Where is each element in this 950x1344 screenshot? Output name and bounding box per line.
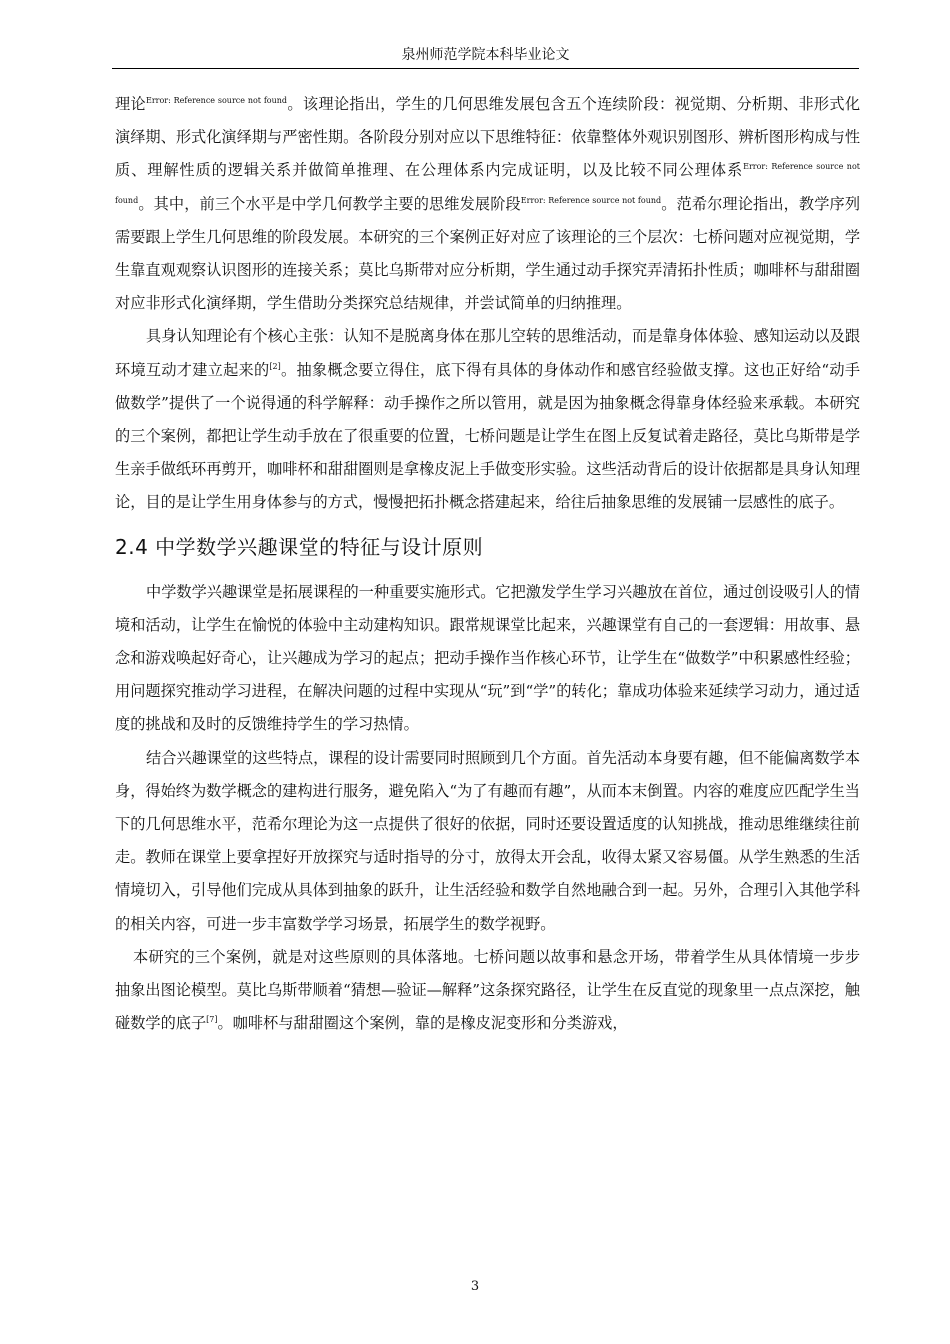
- section-heading: 2.4 中学数学兴趣课堂的特征与设计原则: [115, 534, 484, 559]
- text-run: 具身认知理论有个核心主张：认知不是脱离身体在那儿空转的思维活动，而是靠身体体验、感知运动以及跟环境互动才建立起来的: [115, 327, 860, 379]
- text-run: 本研究的三个案例，就是对这些原则的具体落地。七桥问题以故事和悬念开场，带着学生从具体情境一步步抽象出图论模型。莫比乌斯带顺着“猜想—验证—解释”这条探究路径，让学生在反直觉的现象里一点点深挖，触碰数学的底子: [115, 947, 860, 1033]
- paragraph-cases: [115, 941, 860, 1041]
- citation: [2]: [269, 361, 281, 371]
- page-number: 3: [470, 1279, 480, 1294]
- reference-error: Error: Reference source not found: [145, 96, 288, 105]
- reference-error: Error: Reference source not found: [115, 162, 860, 205]
- text-run: 。咖啡杯与甜甜圈这个案例，靠的是橡皮泥变形和分类游戏，: [217, 1014, 628, 1033]
- paragraph-embodied-cognition: [115, 320, 860, 519]
- paragraph-design-principles: 结合兴趣课堂的这些特点，课程的设计需要同时照顾到几个方面。首先活动本身要有趣，但不能偏离数学本身，得始终为数学概念的建构进行服务，避免陷入“为了有趣而有趣”，从而本末倒置。内容的难度应匹配学生当下的几何思维水平，范希尔理论为这一点提供了很好的依据，同时还要设置适度的认知挑战，推动思维继续往前走。教师在课堂上要拿捏好开放探究与适时指导的分寸，放得太开会乱，收得太紧又容易僵。从学生熟悉的生活情境切入，引导他们完成从具体到抽象的跃升，让生活经验和数学自然地融合到一起。另外，合理引入其他学科的相关内容，可进一步丰富数学学习场景，拓展学生的数学视野。: [115, 748, 860, 933]
- page-header: 泉州师范学院本科毕业论文: [112, 46, 859, 69]
- text-run: 。范希尔理论指出，教学序列需要跟上学生几何思维的阶段发展。本研究的三个案例正好对应了该理论的三个层次：七桥问题对应视觉期，学生靠直观观察认识图形的连接关系；莫比乌斯带对应分析期，学生通过动手探究弄清拓扑性质；咖啡杯与甜甜圈对应非形式化演绎期，学生借助分类探究总结规律，并尝试简单的归纳推理。: [115, 194, 861, 313]
- reference-error: Error: Reference source not found: [520, 195, 662, 205]
- citation: [7]: [206, 1015, 218, 1025]
- text-run: 。其中，前三个水平是中学几何教学主要的思维发展阶段: [138, 194, 521, 213]
- text-run: 。该理论指出，学生的几何思维发展包含五个连续阶段：视觉期、分析期、非形式化演绎期、形式化演绎期与严密性期。各阶段分别对应以下思维特征：依靠整体外观识别图形、辨析图形构成与性质、理解性质的逻辑关系并做简单推理、在公理体系内完成证明，以及比较不同公理体系: [115, 95, 861, 180]
- body-text: [115, 88, 860, 1040]
- text-run: 。抽象概念要立得住，底下得有具体的身体动作和感官经验做支撑。这也正好给“动手做数学”提供了一个说得通的科学解释：动手操作之所以管用，就是因为抽象概念得靠身体经验来承载。本研究的三个案例，都把让学生动手放在了很重要的位置，七桥问题是让学生在图上反复试着走路径，莫比乌斯带是学生亲手做纸环再剪开，咖啡杯和甜甜圈则是拿橡皮泥上手做变形实验。这些活动背后的设计依据都是具身认知理论，目的是让学生用身体参与的方式，慢慢把拓扑概念搭建起来，给往后抽象思维的发展铺一层感性的底子。: [115, 360, 861, 512]
- paragraph-van-hiele: [115, 88, 860, 320]
- paragraph-interest-classroom: 中学数学兴趣课堂是拓展课程的一种重要实施形式。它把激发学生学习兴趣放在首位，通过创设吸引人的情境和活动，让学生在愉悦的体验中主动建构知识。跟常规课堂比起来，兴趣课堂有自己的一套逻辑：用故事、悬念和游戏唤起好奇心，让兴趣成为学习的起点；把动手操作当作核心环节，让学生在“做数学”中积累感性经验；用问题探究推动学习进程，在解决问题的过程中实现从“玩”到“学”的转化；靠成功体验来延续学习动力，通过适度的挑战和及时的反馈维持学生的学习热情。: [115, 582, 860, 734]
- text-run: 理论: [115, 95, 146, 113]
